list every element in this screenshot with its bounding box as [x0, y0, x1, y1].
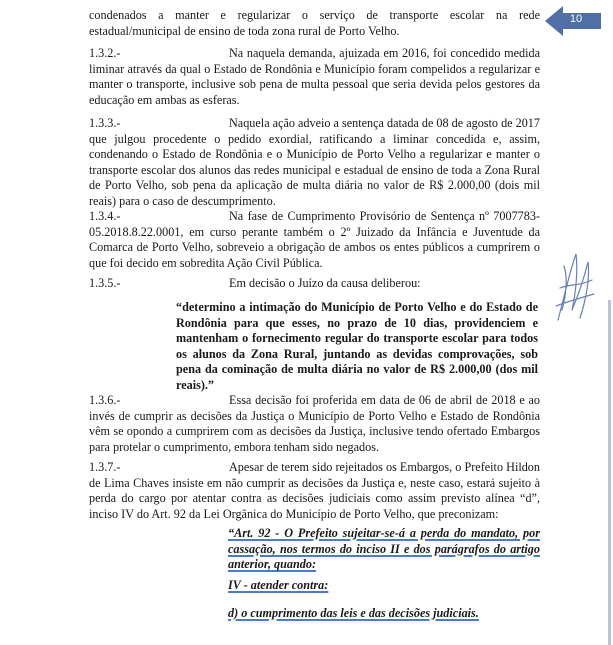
- paragraph-1-3-3: 1.3.3.- Naquela ação adveio a sentença datada de 08 de agosto de 2017 que julgou procedente o pedido exordial, ratificando a liminar concedida e, assim, condenando o Estado de Rondônia e o Município de Porto Velho a regularizar e manter o transporte escolar dos alunos das redes municipal e estadual de ensino de toda a Zona Rural de Porto Velho, sob pena da aplicação de multa diária no valor de R$ 2.000,00 (dois mil reais) para o caso de descumprimento.: [89, 116, 540, 208]
- section-number: 1.3.3.-: [89, 116, 121, 130]
- law-article-quote: “Art. 92 - O Prefeito sujeitar-se-á a perda do mandato, por cassação, nos termos do inciso II e dos parágrafos do artigo anterior, quando:: [228, 526, 540, 572]
- law-item-quote: IV - atender contra:: [228, 578, 329, 592]
- paragraph-1-3-5: 1.3.5.- Em decisão o Juízo da causa deliberou:: [89, 276, 421, 290]
- section-number: 1.3.2.-: [89, 46, 121, 60]
- signature-mark: [550, 248, 598, 328]
- page-number: 10: [569, 13, 583, 25]
- page-number-badge: [543, 4, 603, 38]
- margin-stamp: [607, 300, 613, 645]
- paragraph-1-3-2: 1.3.2.- Na naquela demanda, ajuizada em 2016, foi concedido medida liminar através da qual o Estado de Rondônia e Município foram compelidos a regularizar e manter o transporte, inclusive sob pena de multa pessoal que seria devida pelos gestores da educação em ambas as esferas.: [89, 46, 540, 107]
- paragraph-intro: condenados a manter e regularizar o serviço de transporte escolar na rede estadual/municipal de ensino de toda zona rural de Porto Velho.: [89, 8, 540, 38]
- section-number: 1.3.4.-: [89, 209, 121, 223]
- paragraph-1-3-7: 1.3.7.- Apesar de terem sido rejeitados os Embargos, o Prefeito Hildon de Lima Chaves insiste em não cumprir as decisões da Justiça e, neste caso, estará sujeito à perda do cargo por atentar contra as decisões judiciais como assim previsto alínea “d”, inciso IV do Art. 92 da Lei Orgânica do Município de Porto Velho, que preconizam:: [89, 460, 540, 521]
- paragraph-1-3-4: 1.3.4.- Na fase de Cumprimento Provisório de Sentença nº 7007783-05.2018.8.22.0001, em curso perante também o 2º Juizado da Infância e Juventude da Comarca de Porto Velho, sobreveio a obrigação de ambos os entes públicos a cumprirem o que foi decido em sobredita Ação Civil Pública.: [89, 209, 540, 270]
- law-subitem-quote: d) o cumprimento das leis e das decisões judiciais.: [228, 606, 479, 620]
- section-number: 1.3.5.-: [89, 276, 121, 290]
- court-decision-quote: “determino a intimação do Município de Porto Velho e do Estado de Rondônia para que esses, no prazo de 10 dias, providenciem e mantenham o fornecimento regular do transporte escolar para todos os alunos da Zona Rural, juntando as devidas comprovações, sob pena da cominação de multa diária no valor de R$ 2.000,00 (dos mil reais).”: [176, 300, 538, 392]
- paragraph-1-3-6: 1.3.6.- Essa decisão foi proferida em data de 06 de abril de 2018 e ao invés de cumprir as decisões da Justiça o Município de Porto Velho e Estado de Rondônia vêm se opondo a cumprirem com as decisões da Justiça, inclusive tendo ofertado Embargos para protelar o cumprimento, embora tenham sido negados.: [89, 393, 540, 454]
- section-number: 1.3.7.-: [89, 460, 121, 474]
- section-number: 1.3.6.-: [89, 393, 121, 407]
